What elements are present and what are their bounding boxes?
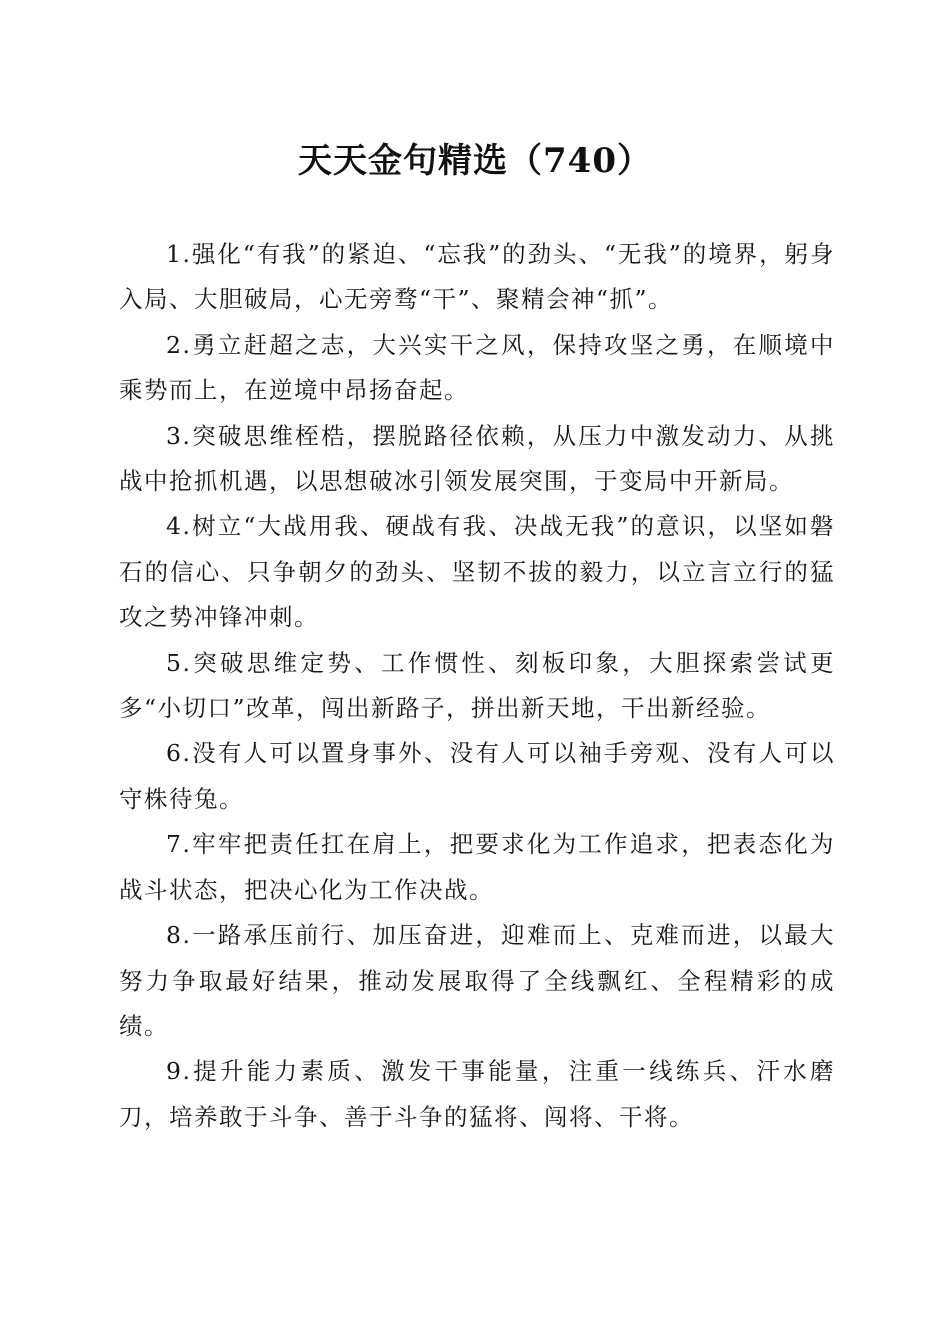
- quote-paragraph-2: 2.勇立赶超之志，大兴实干之风，保持攻坚之勇，在顺境中乘势而上，在逆境中昂扬奋起。: [119, 330, 835, 405]
- quote-paragraph-6: 6.没有人可以置身事外、没有人可以袖手旁观、没有人可以守株待兔。: [119, 739, 835, 813]
- quote-paragraph-3: 3.突破思维桎梏，摆脱路径依赖，从压力中激发动力、从挑战中抢抓机遇，以思想破冰引领发展突围，于变局中开新局。: [119, 421, 835, 496]
- document-body: [119, 232, 835, 1140]
- quote-paragraph-5: 5.突破思维定势、工作惯性、刻板印象，大胆探索尝试更多“小切口”改革，闯出新路子，拼出新天地，干出新经验。: [119, 648, 835, 723]
- quote-paragraph-9: 9.提升能力素质、激发干事能量，注重一线练兵、汗水磨刀，培养敢于斗争、善于斗争的猛将、闯将、干将。: [119, 1057, 835, 1131]
- quote-paragraph-1: 1.强化“有我”的紧迫、“忘我”的劲头、“无我”的境界，躬身入局、大胆破局，心无旁骛“干”、聚精会神“抓”。: [119, 240, 835, 314]
- page-title: 天天金句精选（740）: [298, 141, 652, 181]
- quote-paragraph-8: 8.一路承压前行、加压奋进，迎难而上、克难而进，以最大努力争取最好结果，推动发展取得了全线飘红、全程精彩的成绩。: [119, 921, 835, 1040]
- quote-paragraph-7: 7.牢牢把责任扛在肩上，把要求化为工作追求，把表态化为战斗状态，把决心化为工作决战。: [119, 830, 835, 904]
- quote-paragraph-4: 4.树立“大战用我、硬战有我、决战无我”的意识，以坚如磐石的信心、只争朝夕的劲头、坚韧不拔的毅力，以立言立行的猛攻之势冲锋冲刺。: [119, 512, 835, 632]
